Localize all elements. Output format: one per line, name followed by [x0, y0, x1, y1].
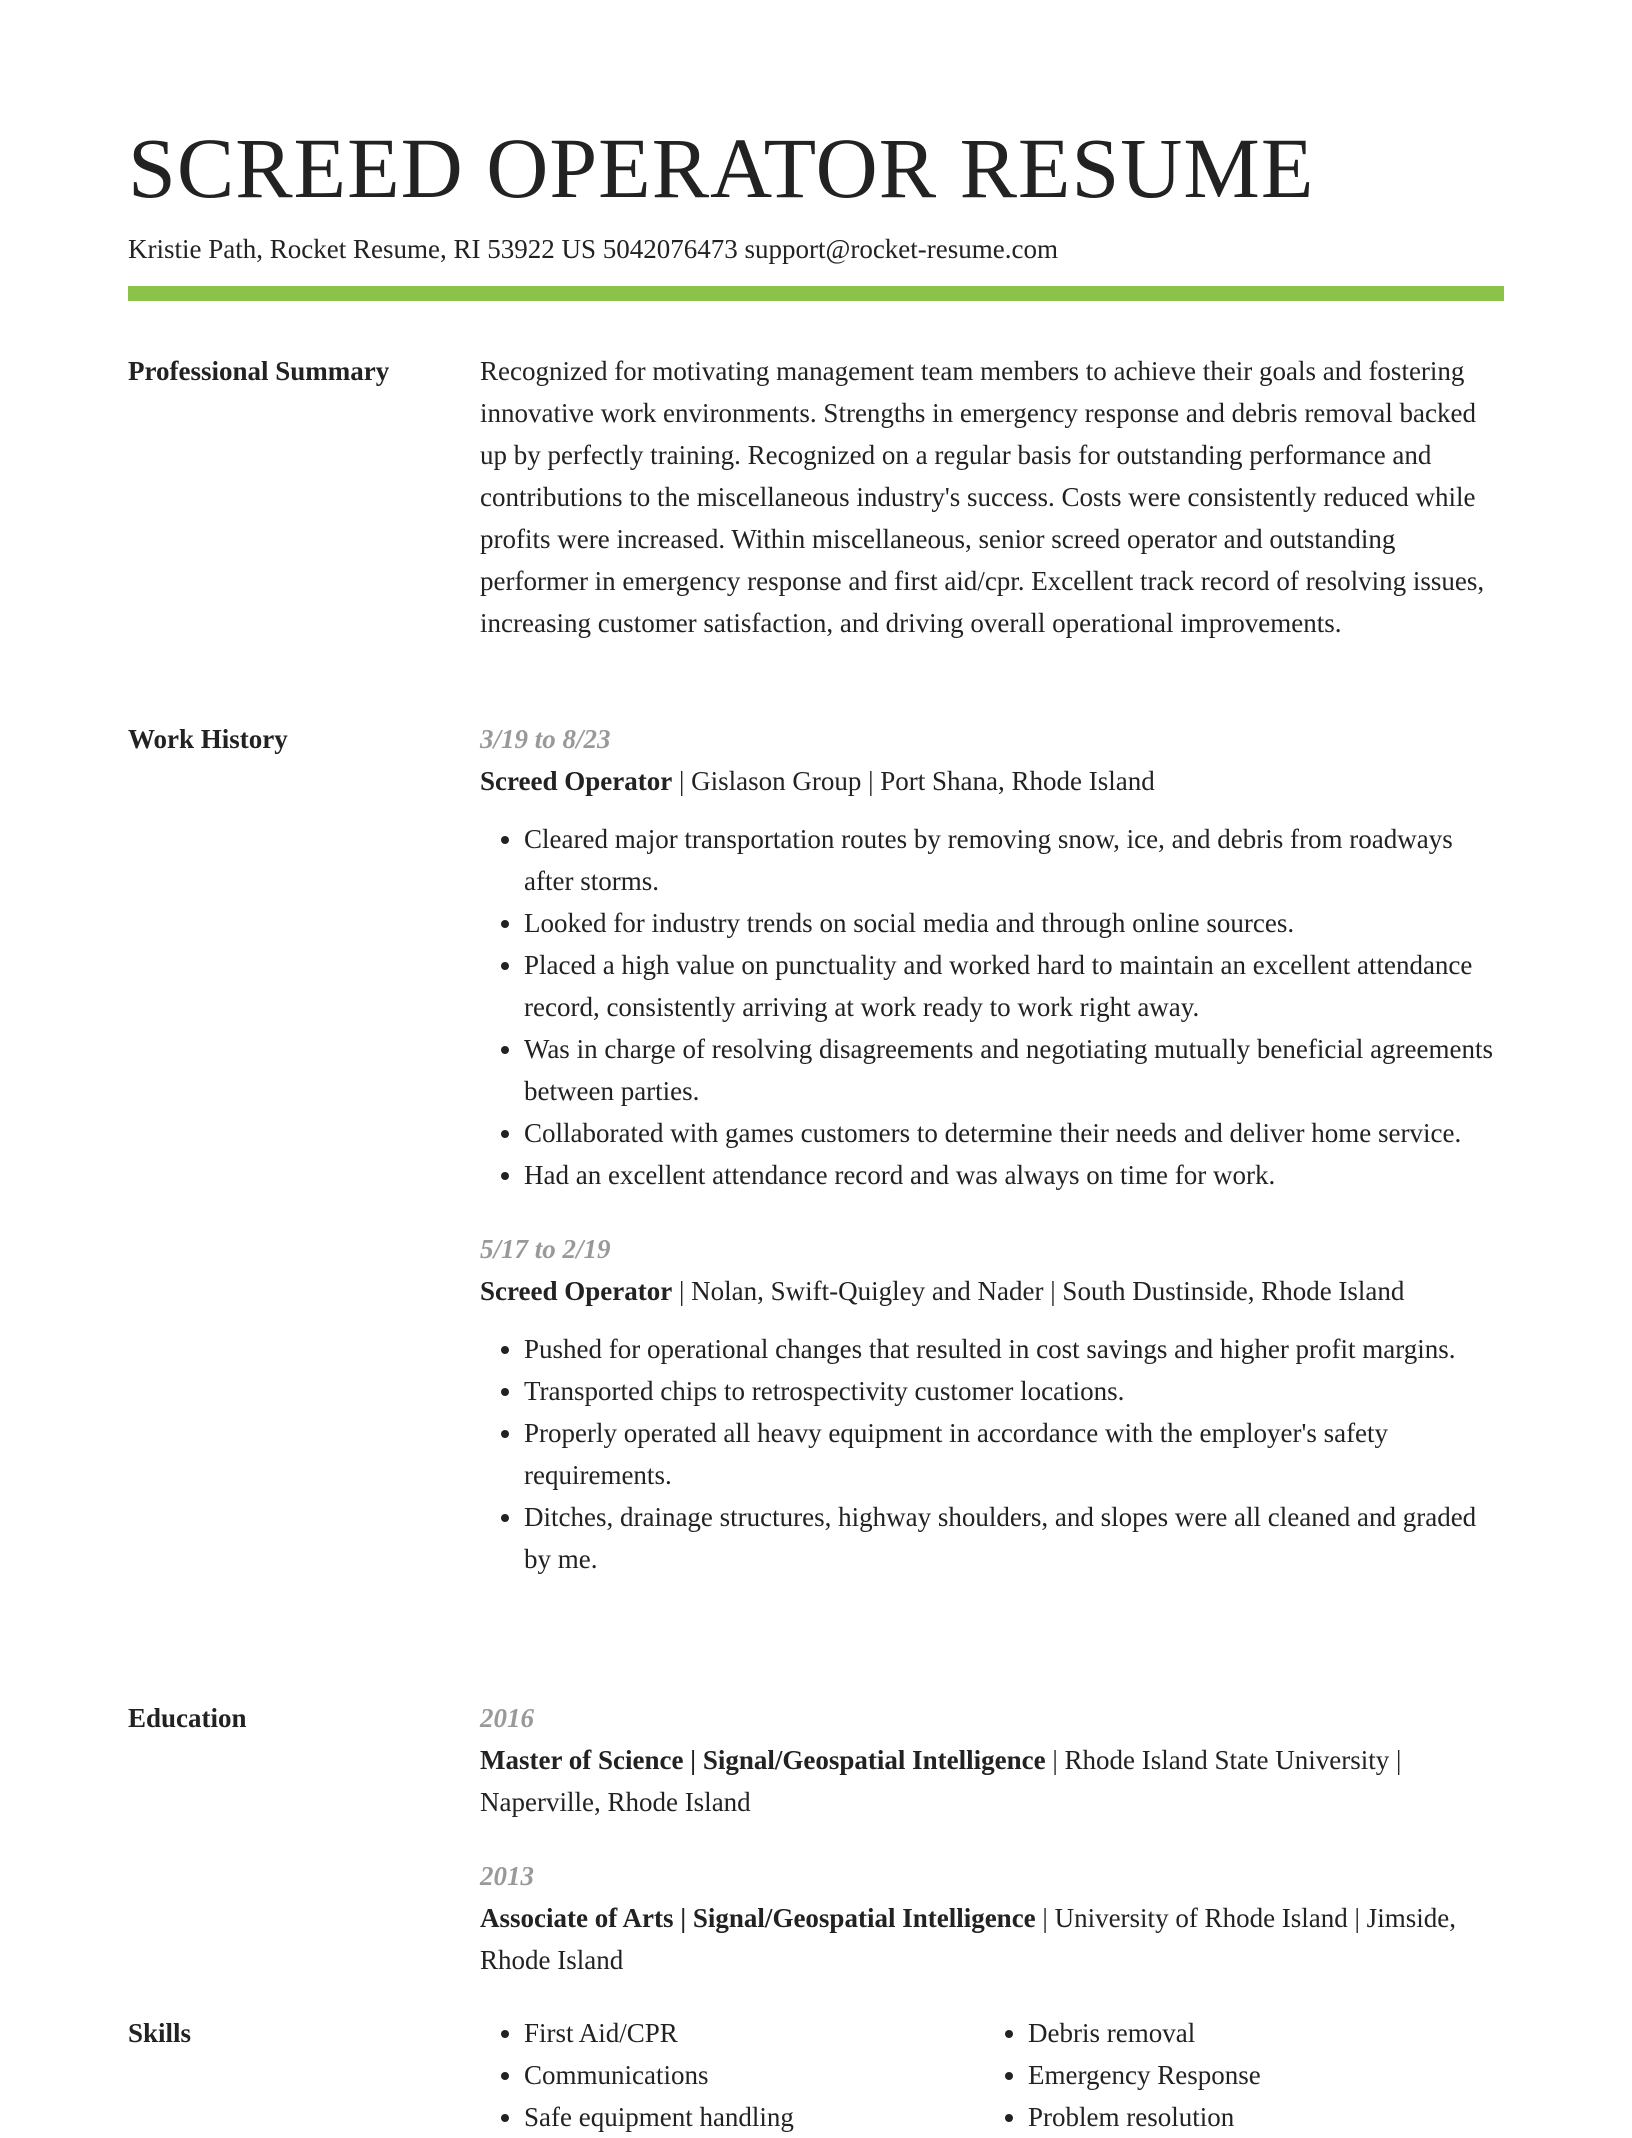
job-bullets	[480, 818, 1504, 1196]
list-item: • Transported chips to retrospectivity customer locations.	[524, 1370, 1504, 1412]
list-item: • Was in charge of resolving disagreements and negotiating mutually beneficial agreements between parties.	[524, 1028, 1504, 1112]
education-year: 2013	[480, 1861, 534, 1891]
job-details: | Gislason Group | Port Shana, Rhode Island	[672, 766, 1155, 796]
work-history-label: Work History	[128, 724, 288, 754]
job-details: | Nolan, Swift-Quigley and Nader | South Dustinside, Rhode Island	[672, 1276, 1405, 1306]
list-item: • Communications	[524, 2054, 984, 2096]
job-line	[480, 1270, 1504, 1312]
education-label: Education	[128, 1703, 247, 1733]
list-item: • Placed a high value on punctuality and worked hard to maintain an excellent attendance record, consistently arriving at work ready to work right away.	[524, 944, 1504, 1028]
resume-title: SCREED OPERATOR RESUME	[128, 120, 1315, 216]
summary-text: Recognized for motivating management team members to achieve their goals and fostering innovative work environments. Strengths in emergency response and debris removal backed up by perfectly training. Recognized on a regular basis for outstanding performance and contributions to the miscellaneous industry's success. Costs were consistently reduced while profits were increased. Within miscellaneous, senior screed operator and outstanding performer in emergency response and first aid/cpr. Excellent track record of resolving issues, increasing customer satisfaction, and driving overall operational improvements.	[480, 356, 1485, 638]
list-item: • First Aid/CPR	[524, 2012, 984, 2054]
skills-label: Skills	[128, 2018, 192, 2048]
list-item: • Had an excellent attendance record and was always on time for work.	[524, 1154, 1504, 1196]
job-title: Screed Operator	[480, 766, 673, 796]
job-dates: 5/17 to 2/19	[480, 1234, 611, 1264]
job-entry	[480, 718, 1504, 1196]
job-entry	[480, 1228, 1504, 1580]
education-details: | University of Rhode Island | Jimside, Rhode Island	[480, 1903, 1456, 1975]
education-degree: Master of Science | Signal/Geospatial Intelligence	[480, 1745, 1046, 1775]
list-item: • Debris removal	[1028, 2012, 1488, 2054]
job-bullets	[480, 1328, 1504, 1580]
list-item: • Pushed for operational changes that resulted in cost savings and higher profit margins.	[524, 1328, 1504, 1370]
list-item: • Problem resolution	[1028, 2096, 1488, 2138]
list-item: • Looked for industry trends on social media and through online sources.	[524, 902, 1504, 944]
job-title: Screed Operator	[480, 1276, 673, 1306]
job-dates: 3/19 to 8/23	[480, 724, 611, 754]
list-item: • Collaborated with games customers to determine their needs and deliver home service.	[524, 1112, 1504, 1154]
skills-column-right	[984, 2012, 1488, 2138]
list-item: • Emergency Response	[1028, 2054, 1488, 2096]
skills-column-left	[480, 2012, 984, 2138]
education-degree: Associate of Arts | Signal/Geospatial Intelligence	[480, 1903, 1036, 1933]
list-item: • Safe equipment handling	[524, 2096, 984, 2138]
contact-line: Kristie Path, Rocket Resume, RI 53922 US 5042076473 support@rocket-resume.com	[128, 234, 1058, 264]
education-details: | Rhode Island State University | Naperville, Rhode Island	[480, 1745, 1402, 1817]
education-line	[480, 1897, 1504, 1981]
header-divider	[128, 286, 1504, 301]
education-entry	[480, 1855, 1504, 1981]
list-item: • Ditches, drainage structures, highway shoulders, and slopes were all cleaned and graded by me.	[524, 1496, 1504, 1580]
summary-label: Professional Summary	[128, 356, 390, 386]
job-line	[480, 760, 1504, 802]
education-entry	[480, 1697, 1504, 1823]
list-item: • Cleared major transportation routes by removing snow, ice, and debris from roadways after storms.	[524, 818, 1504, 902]
list-item: • Properly operated all heavy equipment in accordance with the employer's safety requirements.	[524, 1412, 1504, 1496]
education-line	[480, 1739, 1504, 1823]
education-year: 2016	[480, 1703, 534, 1733]
